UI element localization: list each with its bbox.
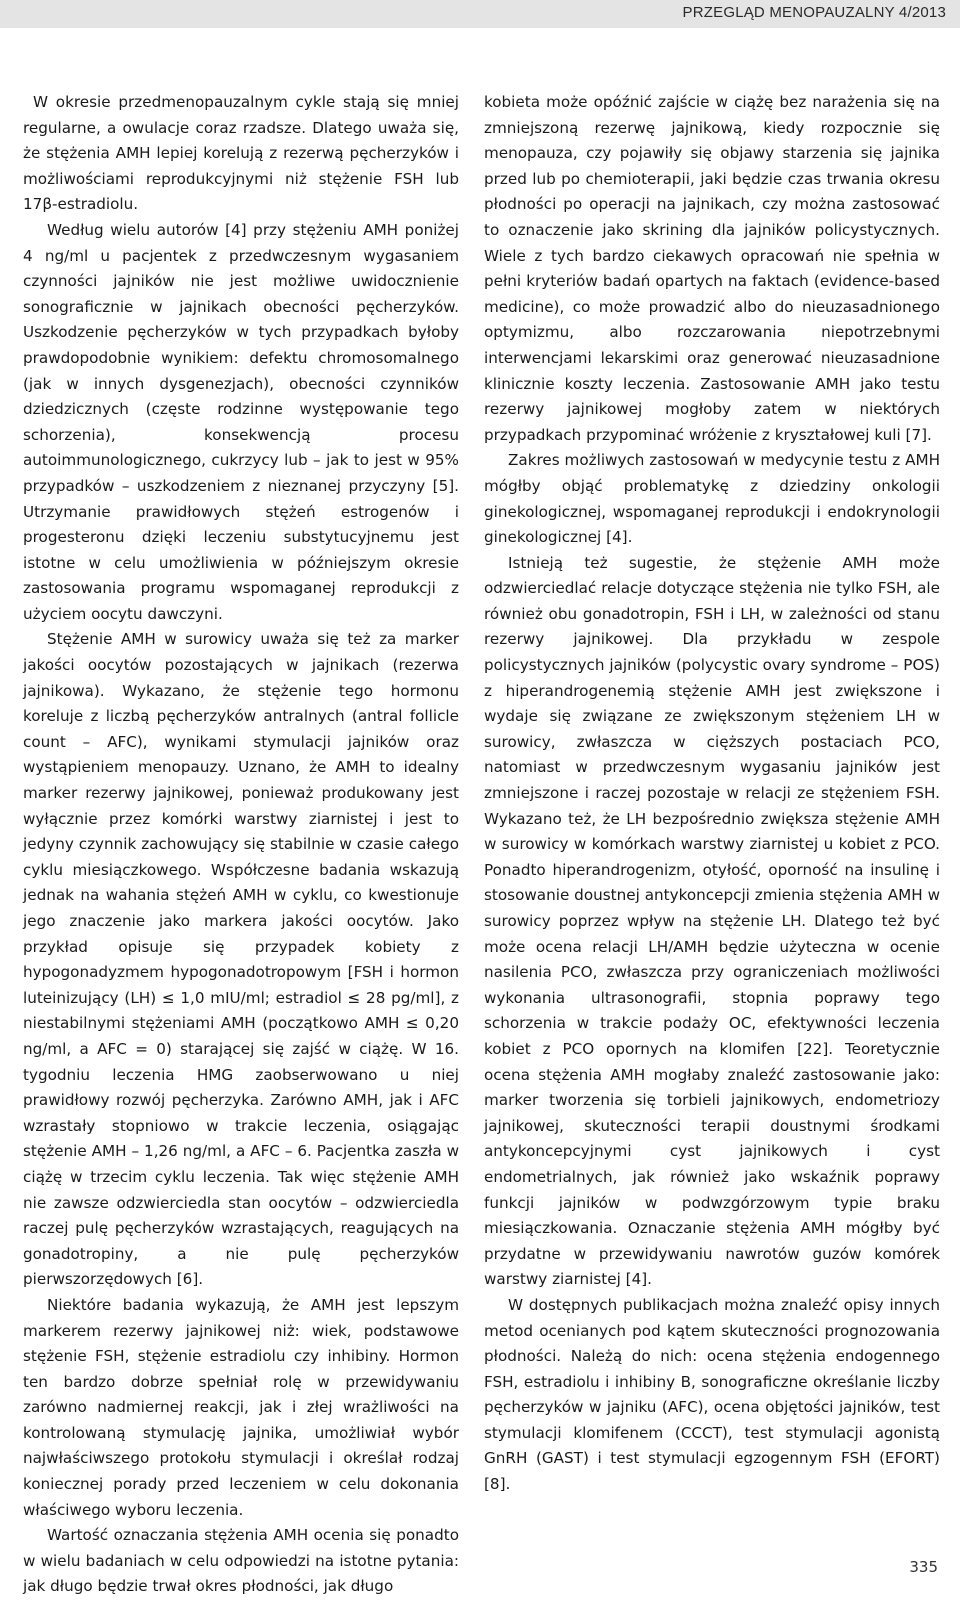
paragraph: kobieta może opóźnić zajście w ciążę bez narażenia się na zmniejszoną rezerwę jajnikową, kiedy rozpocznie się menopauza, czy pojawiły się objawy starzenia się jajnika przed lub po chemioterapii, jaki będzie czas trwania okresu płodności po operacji na jajnikach, czy można zastosować to oznaczenie jako skrining dla jajników policystycznych. Wiele z tych bardzo ciekawych opracowań nie spełnia w pełni kryteriów badań opartych na faktach (evidence-based medicine), co może prowadzić albo do nieuzasadnionego optymizmu, albo rozczarowania niepotrzebnymi interwencjami lekarskimi oraz generować nieuzasadnione klinicznie koszty leczenia. Zastosowanie AMH jako testu rezerwy jajnikowej mogłoby zatem w niektórych przypadkach przypominać wróżenie z kryształowej kuli [7]. xyxy=(484,93,940,444)
paragraph: Stężenie AMH w surowicy uważa się też za marker jakości oocytów pozostających w jajnikach (rezerwa jajnikowa). Wykazano, że stężenie tego hormonu koreluje z liczbą pęcherzyków antralnych (antral follicle count – AFC), wynikami stymulacji jajników oraz wystąpieniem menopauzy. Uznano, że AMH to idealny marker rezerwy jajnikowej, ponieważ produkowany jest wyłącznie przez komórki warstwy ziarnistej i jest to jedyny czynnik zachowujący się stabilnie w czasie całego cyklu miesiączkowego. Współczesne badania wskazują jednak na wahania stężeń AMH w cyklu, co kwestionuje jego znaczenie jako markera jakości oocytów. Jako przykład opisuje się przypadek kobiety z hypogonadyzmem hypogonadotropowym [FSH i hormon luteinizujący (LH) ≤ 1,0 mIU/ml; estradiol ≤ 28 pg/ml], z niestabilnymi stężeniami AMH (początkowo AMH ≤ 0,20 ng/ml, a AFC = 0) starającej się zajść w ciążę. W 16. tygodniu leczenia HMG zaobserwowano u niej prawidłowy rozwój pęcherzyka. Zarówno AMH, jak i AFC wzrastały stopniowo w trakcie leczenia, osiągając stężenie AMH – 1,26 ng/ml, a AFC – 6. Pacjentka zaszła w ciążę w trzecim cyklu leczenia. Tak więc stężenie AMH nie zawsze odzwierciedla stan oocytów – odzwierciedla raczej pulę pęcherzyków wzrastających, reagujących na gonadotropiny, a nie pulę pęcherzyków pierwszorzędowych [6]. xyxy=(23,630,459,1289)
page-number: 335 xyxy=(909,1558,938,1576)
journal-title: PRZEGLĄD MENOPAUZALNY 4/2013 xyxy=(682,4,946,21)
left-column xyxy=(23,90,459,1600)
right-column xyxy=(484,90,940,1498)
page-header xyxy=(0,0,960,28)
paragraph: Wartość oznaczania stężenia AMH ocenia się ponadto w wielu badaniach w celu odpowiedzi na istotne pytania: jak długo będzie trwał okres płodności, jak długo xyxy=(23,1526,459,1596)
paragraph: Zakres możliwych zastosowań w medycynie testu z AMH mógłby objąć problematykę z dziedziny onkologii ginekologicznej, wspomaganej reprodukcji i endokrynologii ginekologicznej [4]. xyxy=(484,451,940,547)
paragraph: W dostępnych publikacjach można znaleźć opisy innych metod ocenianych pod kątem skuteczności prognozowania płodności. Należą do nich: ocena stężenia endogennego FSH, estradiolu i inhibiny B, sonograficzne określanie liczby pęcherzyków w jajniku (AFC), ocena objętości jajników, test stymulacji klomifenem (CCCT), test stymulacji agonistą GnRH (GAST) i test stymulacji egzogennym FSH (EFORT) [8]. xyxy=(484,1295,940,1494)
paragraph: Według wielu autorów [4] przy stężeniu AMH poniżej 4 ng/ml u pacjentek z przedwczesnym wygasaniem czynności jajników nie jest możliwe uwidocznienie sonograficznie w jajnikach obecności pęcherzyków. Uszkodzenie pęcherzyków w tych przypadkach byłoby prawdopodobnie wynikiem: defektu chromosomalnego (jak w innych dysgenezjach), obecności czynników dziedzicznych (częste rodzinne występowanie tego schorzenia), konsekwencją procesu autoimmunologicznego, cukrzycy lub – jak to jest w 95% przypadków – uszkodzeniem z nieznanej przyczyny [5]. Utrzymanie prawidłowych stężeń estrogenów i progesteronu dzięki leczeniu substytucyjnemu jest istotne w celu umożliwienia w późniejszym okresie zastosowania programu wspomaganej reprodukcji z użyciem oocytu dawczyni. xyxy=(23,220,459,623)
paragraph: Niektóre badania wykazują, że AMH jest lepszym markerem rezerwy jajnikowej niż: wiek, podstawowe stężenie FSH, stężenie estradiolu czy inhibiny. Hormon ten bardzo dobrze spełniał rolę w przewidywaniu zarówno nadmiernej reakcji, jak i złej wrażliwości na kontrolowaną stymulację jajnika, umożliwiał wybór najwłaściwszego protokołu stymulacji i określał rodzaj koniecznej porady przed leczeniem w celu dokonania właściwego wyboru leczenia. xyxy=(23,1295,459,1519)
paragraph: Istnieją też sugestie, że stężenie AMH może odzwierciedlać relacje dotyczące stężenia nie tylko FSH, ale również obu gonadotropin, FSH i LH, w zależności od stanu rezerwy jajnikowej. Dla przykładu w zespole policystycznych jajników (polycystic ovary syndrome – POS) z hiperandrogenemią stężenie AMH jest zwiększone i wydaje się związane ze zwiększonym stężeniem LH w surowicy, zwłaszcza w cięższych postaciach PCO, natomiast w przedwczesnym wygasaniu jajników jest zmniejszone i raczej pozostaje w relacji ze stężeniem FSH. Wykazano też, że LH bezpośrednio zwiększa stężenie AMH w surowicy w komórkach warstwy ziarnistej u kobiet z PCO. Ponadto hiperandrogenizm, otyłość, oporność na insulinę i stosowanie doustnej antykoncepcji zmienia stężenia AMH w surowicy poprzez wpływ na stężenie LH. Dlatego też być może ocena relacji LH/AMH będzie użyteczna w ocenie nasilenia PCO, zwłaszcza przy ograniczeniach możliwości wykonania ultrasonografii, stopnia poprawy tego schorzenia w trakcie podaży OC, efektywności leczenia kobiet z PCO opornych na klomifen [22]. Teoretycznie ocena stężenia AMH mogłaby znaleźć zastosowanie jako: marker tworzenia się torbieli jajnikowych, endometriozy jajnikowej, skuteczności terapii doustnymi środkami antykoncepcyjnymi cyst jajnikowych i cyst endometrialnych, jak również jako wskaźnik poprawy funkcji jajników w podwzgórzowym typie braku miesiączkowania. Oznaczanie stężenia AMH mógłby być przydatne w przewidywaniu nawrotów guzów komórek warstwy ziarnistej [4]. xyxy=(484,553,940,1289)
paragraph: W okresie przedmenopauzalnym cykle stają się mniej regularne, a owulacje coraz rzadsze. Dlatego uważa się, że stężenia AMH lepiej korelują z rezerwą pęcherzyków i możliwościami reprodukcyjnymi niż stężenie FSH lub 17β-estradiolu. xyxy=(23,93,459,214)
